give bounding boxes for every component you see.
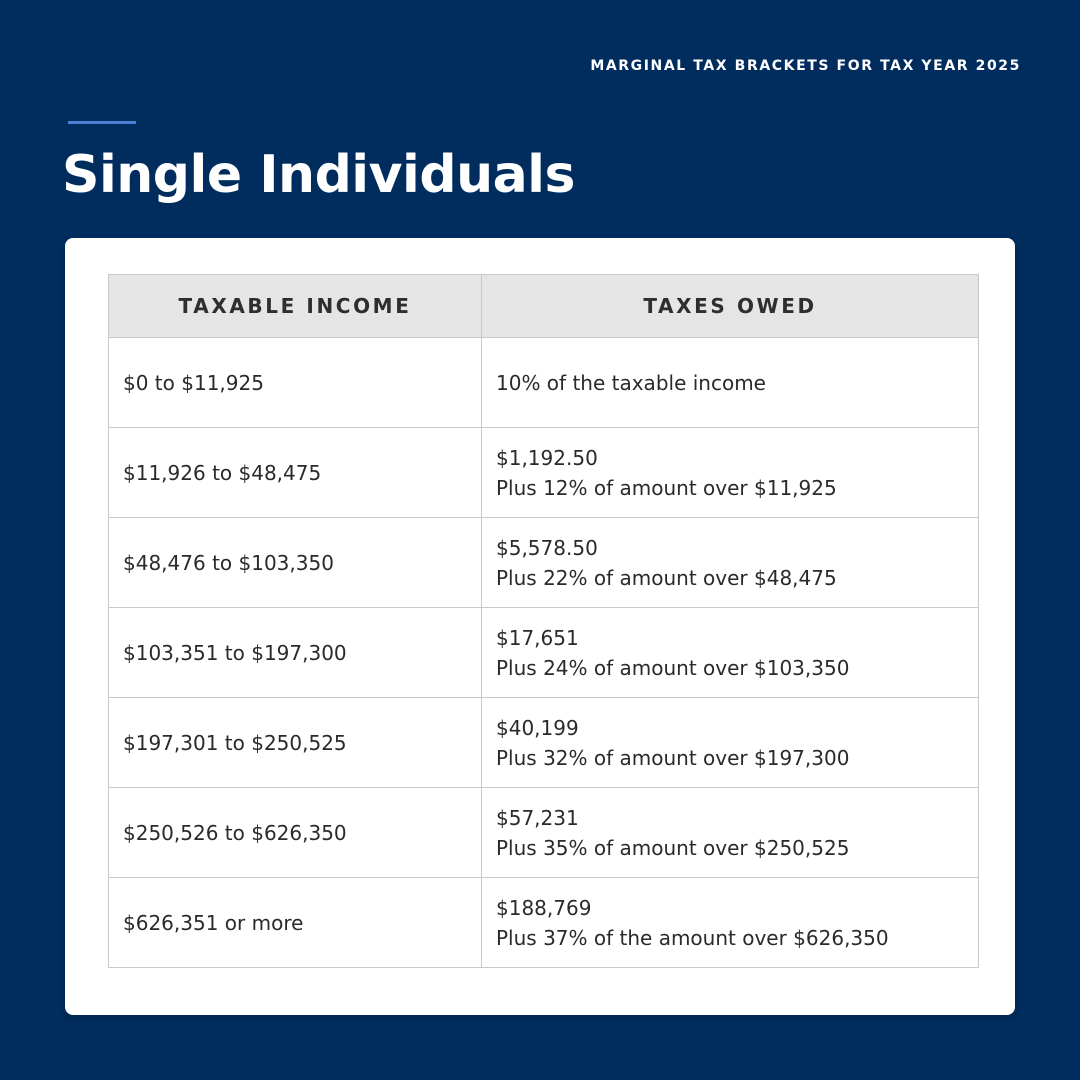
table-row [109,518,979,608]
taxes-owed-cell [482,608,979,698]
income-range-cell: $48,476 to $103,350 [109,518,482,608]
income-range-cell: $11,926 to $48,475 [109,428,482,518]
header-kicker: MARGINAL TAX BRACKETS FOR TAX YEAR 2025 [590,58,1021,74]
taxes-owed-cell [482,518,979,608]
table-row [109,338,979,428]
owed-base: $57,231 [496,805,579,830]
owed-base: $1,192.50 [496,445,598,470]
owed-base: $188,769 [496,895,592,920]
income-range-cell: $0 to $11,925 [109,338,482,428]
taxes-owed-cell [482,788,979,878]
table-row [109,788,979,878]
income-range-cell: $197,301 to $250,525 [109,698,482,788]
owed-base: $40,199 [496,715,579,740]
owed-detail: Plus 32% of amount over $197,300 [496,745,850,770]
owed-detail: Plus 37% of the amount over $626,350 [496,925,889,950]
taxes-owed-cell [482,878,979,968]
owed-detail: Plus 24% of amount over $103,350 [496,655,850,680]
tax-bracket-table [108,274,979,968]
table-header [109,275,979,338]
taxes-owed-cell [482,338,979,428]
table-row [109,608,979,698]
page-title: Single Individuals [62,145,575,205]
income-range-cell: $103,351 to $197,300 [109,608,482,698]
table-header-row [109,275,979,338]
bracket-card [65,238,1015,1015]
owed-detail: Plus 35% of amount over $250,525 [496,835,850,860]
table-row [109,428,979,518]
title-accent-bar [68,121,136,124]
owed-detail: Plus 22% of amount over $48,475 [496,565,837,590]
owed-base: $17,651 [496,625,579,650]
table-row [109,878,979,968]
column-header-taxable-income: TAXABLE INCOME [109,275,482,338]
table-body [109,338,979,968]
income-range-cell: $250,526 to $626,350 [109,788,482,878]
taxes-owed-cell [482,698,979,788]
owed-base: $5,578.50 [496,535,598,560]
table-row [109,698,979,788]
taxes-owed-cell [482,428,979,518]
income-range-cell: $626,351 or more [109,878,482,968]
column-header-taxes-owed: TAXES OWED [482,275,979,338]
owed-base: 10% of the taxable income [496,370,766,395]
owed-detail: Plus 12% of amount over $11,925 [496,475,837,500]
